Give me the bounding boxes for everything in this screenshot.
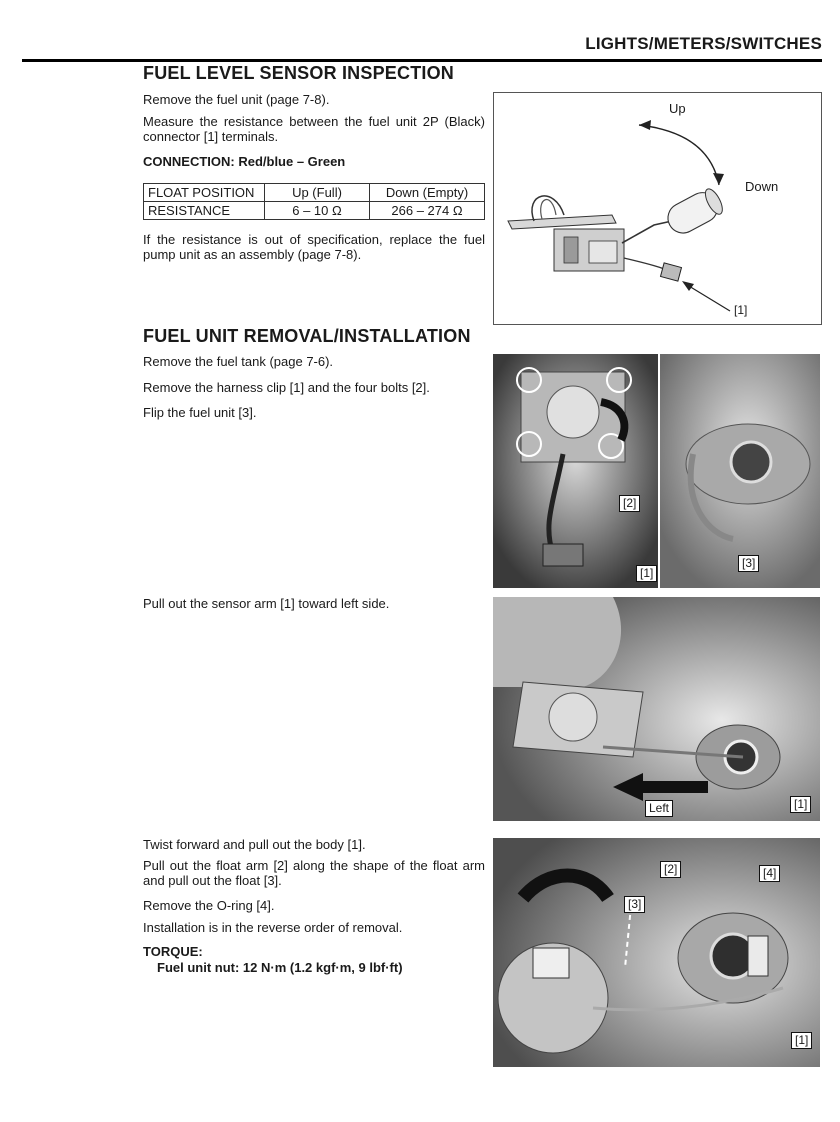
step-measure-resistance: Measure the resistance between the fuel unit 2P (Black) connector [1] terminals.: [143, 114, 485, 144]
photo-harness-clip-bolts: [493, 354, 820, 588]
table-row: [144, 202, 485, 220]
up-arrowhead-icon: [639, 120, 651, 130]
callout-sensor-arm: [1]: [790, 796, 811, 813]
callout-fuel-unit: [3]: [738, 555, 759, 572]
photo-float-removal: [493, 838, 820, 1067]
torque-label: TORQUE:: [143, 944, 203, 959]
section-heading-fuel-unit-removal: FUEL UNIT REMOVAL/INSTALLATION: [143, 326, 471, 346]
header-rule: [22, 59, 822, 62]
float-travel-arc: [639, 125, 719, 185]
flange-plate: [508, 215, 616, 229]
resistance-spec-table: [143, 183, 485, 220]
hand: [493, 597, 621, 687]
float: [663, 185, 727, 238]
step-pull-out-sensor-arm: Pull out the sensor arm [1] toward left side.: [143, 596, 390, 611]
photo-sensor-arm: [493, 597, 820, 821]
section-heading-fuel-level-sensor: FUEL LEVEL SENSOR INSPECTION: [143, 63, 454, 83]
left-direction-label: Left: [645, 800, 673, 817]
callout-body: [1]: [791, 1032, 812, 1049]
step-remove-harness-clip: Remove the harness clip [1] and the four bolts [2].: [143, 380, 430, 395]
step-flip-fuel-unit: Flip the fuel unit [3].: [143, 405, 257, 420]
harness-clip: [543, 544, 583, 566]
fuel-unit-diagram: [493, 92, 822, 325]
down-arrowhead-icon: [713, 173, 724, 185]
table-cell: 6 – 10 Ω: [265, 202, 370, 220]
float-arm: [622, 221, 672, 243]
table-header-row: [144, 184, 485, 202]
table-header-cell: Up (Full): [265, 184, 370, 202]
down-label: Down: [745, 179, 779, 194]
callout-o-ring: [4]: [759, 865, 780, 882]
table-cell: 266 – 274 Ω: [370, 202, 485, 220]
connection-spec: CONNECTION: Red/blue – Green: [143, 154, 346, 169]
step-remove-fuel-unit: Remove the fuel unit (page 7-8).: [143, 92, 330, 107]
up-label: Up: [669, 101, 686, 116]
step-installation-note: Installation is in the reverse order of removal.: [143, 920, 403, 935]
callout-connector: [1]: [734, 303, 748, 317]
callout-harness-clip: [1]: [636, 565, 657, 582]
table-header-cell: Down (Empty): [370, 184, 485, 202]
fuel-unit-illustration: [494, 93, 821, 324]
step-remove-fuel-tank: Remove the fuel tank (page 7-6).: [143, 354, 334, 369]
step-pull-float-arm: Pull out the float arm [2] along the shape of the float arm and pull out the float [3].: [143, 858, 485, 888]
step-replace-if-out-of-spec: If the resistance is out of specification, replace the fuel pump unit as an assembly (page 7-8).: [143, 232, 485, 262]
2p-connector: [660, 263, 681, 281]
running-header-title: LIGHTS/METERS/SWITCHES: [585, 34, 822, 53]
callout-bolts: [2]: [619, 495, 640, 512]
step-remove-o-ring: Remove the O-ring [4].: [143, 898, 275, 913]
callout-float: [3]: [624, 896, 645, 913]
photo-illustration: [493, 354, 820, 588]
callout-float-arm: [2]: [660, 861, 681, 878]
table-header-cell: FLOAT POSITION: [144, 184, 265, 202]
step-twist-pull-body: Twist forward and pull out the body [1].: [143, 837, 366, 852]
photo-illustration: [493, 597, 820, 821]
table-cell: RESISTANCE: [144, 202, 265, 220]
torque-value: Fuel unit nut: 12 N·m (1.2 kgf·m, 9 lbf·ft): [157, 960, 403, 975]
pump-body-part: [748, 936, 768, 976]
